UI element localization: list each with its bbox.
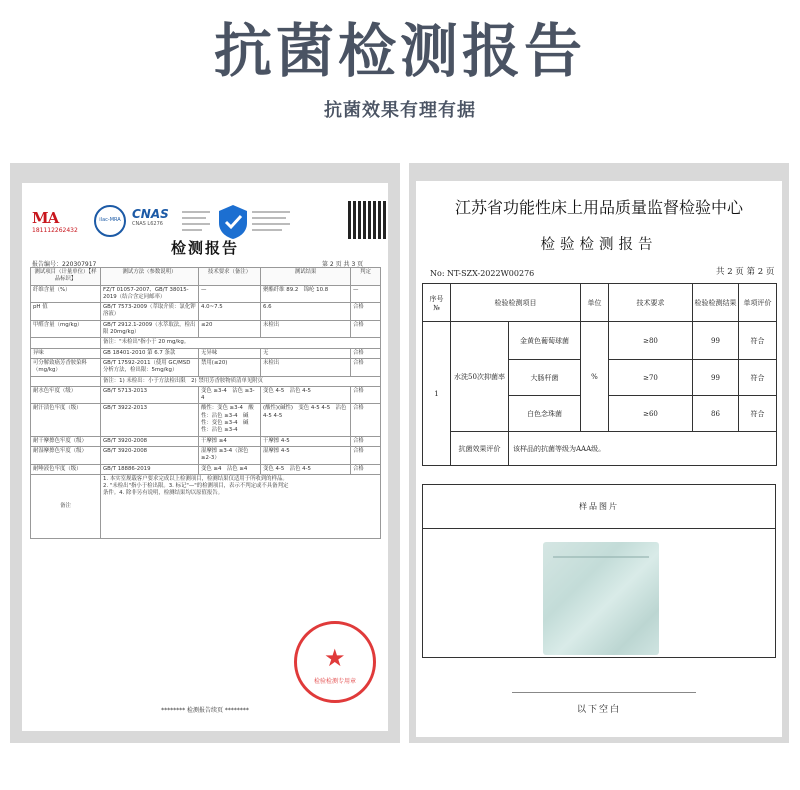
table-row	[31, 285, 381, 303]
towel-sample-photo	[543, 542, 659, 655]
requirement-header: 技术要求	[609, 284, 693, 322]
sample-image-label: 样品图片	[423, 485, 775, 529]
row-requirement: 变色 ≥3-4 沾色 ≥3-4	[199, 386, 261, 404]
page-title: 抗菌检测报告	[213, 17, 586, 85]
row-verdict: 合格	[351, 320, 381, 338]
left-table-header-row	[31, 268, 381, 286]
lab-address-small-print	[252, 207, 292, 237]
cnas-logo	[132, 207, 174, 237]
row-item: 耐汗渍色牢度（级）	[31, 404, 101, 436]
left-report-number: 报告编号：220307917	[32, 261, 97, 268]
column-header: 判定	[351, 268, 381, 286]
antibacterial-results-table	[422, 283, 777, 466]
testing-organization: 江苏省功能性床上用品质量监督检验中心	[454, 198, 743, 217]
left-report-paper	[22, 183, 388, 731]
left-report-footer: ******** 检测报告续页 ********	[161, 707, 249, 714]
row-requirement: 禁用(≤20)	[199, 358, 261, 376]
accreditation-small-print	[182, 207, 212, 237]
row-result: (酸性)(碱性) 变色 4-5 4-5 沾色 4-5 4-5	[261, 404, 351, 436]
row-verdict: 合格	[351, 404, 381, 436]
row-item: 耐水色牢度（级）	[31, 386, 101, 404]
row-requirement: 4.0~7.5	[199, 303, 261, 321]
row-result: 未检出	[261, 320, 351, 338]
row-requirement: 湿摩擦 ≥3-4（深色≥2-3）	[199, 446, 261, 464]
row-method: GB/T 3920-2008	[101, 436, 199, 446]
evaluation-text: 该样品的抗菌等级为AAA级。	[509, 432, 777, 466]
row-method: GB/T 18886-2019	[101, 464, 199, 474]
verdict-value: 符合	[739, 396, 777, 432]
row-item	[31, 338, 101, 348]
row-verdict: —	[351, 285, 381, 303]
row-item: 耐干摩擦色牢度（级）	[31, 436, 101, 446]
right-report-title: 检验检测报告	[540, 237, 658, 253]
verdict-value: 符合	[739, 360, 777, 396]
row-result: 变色 4-5 沾色 4-5	[261, 464, 351, 474]
table-row	[31, 446, 381, 464]
table-row	[31, 386, 381, 404]
towel-fold-line	[553, 556, 649, 558]
row-method: FZ/T 01057-2007、GB/T 38015-2019（结合含定同邮率）	[101, 285, 199, 303]
qr-code-icon	[348, 201, 386, 239]
table-row	[31, 303, 381, 321]
row-item: 甲醛含量（mg/kg）	[31, 320, 101, 338]
right-report-panel	[409, 163, 789, 743]
row-requirement: 无异味	[199, 348, 261, 358]
row-method: GB/T 3922-2013	[101, 404, 199, 436]
left-report-panel	[10, 163, 400, 743]
cnas-logo-text: CNAS	[132, 207, 169, 221]
seq-header-sub: №	[433, 303, 440, 312]
row-method: GB/T 5713-2013	[101, 386, 199, 404]
official-red-stamp	[294, 621, 376, 703]
column-header: 测试项目（计量单位）【样品标识】	[31, 268, 101, 286]
row-number: 1	[423, 322, 451, 466]
result-value: 99	[693, 322, 739, 360]
bacteria-name: 大肠杆菌	[509, 360, 581, 396]
result-header: 检验检测结果	[693, 284, 739, 322]
ilac-logo-text: ilac-MRA	[99, 217, 121, 223]
table-row	[31, 348, 381, 358]
ilac-mra-logo	[94, 205, 126, 237]
row-verdict: 合格	[351, 464, 381, 474]
row-item: 耐唾液色牢度（级）	[31, 464, 101, 474]
row-item: 可分解致癌芳香胺染料（mg/kg）	[31, 358, 101, 376]
left-report-title: 检测报告	[170, 239, 239, 257]
row-method: GB/T 2912.1-2009（水萃取法，检出限 20mg/kg）	[101, 320, 199, 338]
unit-header: 单位	[581, 284, 609, 322]
row-result: 无	[261, 348, 351, 358]
row-requirement: 干摩擦 ≥4	[199, 436, 261, 446]
right-report-page: 共 2 页 第 2 页	[716, 267, 775, 277]
right-table-header-row	[423, 284, 777, 322]
row-result: 6.6	[261, 303, 351, 321]
evaluation-label: 抗菌效果评价	[451, 432, 509, 466]
row-verdict: 合格	[351, 348, 381, 358]
cma-logo-text: MA	[32, 209, 59, 227]
notes-row	[31, 474, 381, 538]
cma-logo	[32, 209, 84, 239]
row-method: GB/T 3920-2008	[101, 446, 199, 464]
row-result: 聚酯纤维 89.2 锦纶 10.8	[261, 285, 351, 303]
page-subtitle: 抗菌效果有理有据	[324, 100, 476, 121]
notes-label: 备注	[31, 474, 101, 538]
verdict-value: 符合	[739, 322, 777, 360]
row-note: 备注：1) 未检出：小于方法检出限 2) 禁用芳香胺物质清单见附页	[101, 376, 381, 386]
evaluation-row	[423, 432, 777, 466]
table-row	[31, 358, 381, 376]
row-requirement: ≤20	[199, 320, 261, 338]
table-note-row	[31, 376, 381, 386]
verdict-header: 单项评价	[739, 284, 777, 322]
row-item: 异味	[31, 348, 101, 358]
right-report-paper	[416, 181, 782, 737]
left-results-table	[30, 267, 381, 539]
row-result: 未检出	[261, 358, 351, 376]
result-value: 86	[693, 396, 739, 432]
row-method: GB 18401-2010 第 6.7 条款	[101, 348, 199, 358]
requirement-value: ≥60	[609, 396, 693, 432]
blank-below-note: 以下空白	[576, 705, 621, 715]
sample-image-section	[422, 484, 776, 658]
table-note-row	[31, 338, 381, 348]
seq-header-label: 序号	[429, 294, 444, 303]
row-result: 干摩擦 4-5	[261, 436, 351, 446]
stamp-text: 检验检测专用章	[313, 678, 356, 685]
row-requirement: 变色 ≥4 沾色 ≥4	[199, 464, 261, 474]
row-verdict: 合格	[351, 303, 381, 321]
table-row	[31, 320, 381, 338]
row-requirement: 酸性：变色 ≥3-4 酸性：沾色 ≥3-4 碱性：变色 ≥3-4 碱性：沾色 ≥3-4	[199, 404, 261, 436]
row-item: 纤维含量（%）	[31, 285, 101, 303]
row-method: GB/T 17592-2011（使用 GC/MSD 分析方法，检出限：5mg/kg）	[101, 358, 199, 376]
blank-divider	[512, 692, 696, 693]
result-value: 99	[693, 360, 739, 396]
table-row	[31, 464, 381, 474]
row-requirement: —	[199, 285, 261, 303]
table-row	[423, 322, 777, 360]
table-row	[31, 404, 381, 436]
row-note: 备注："未检出"指小于 20 mg/kg。	[101, 338, 381, 348]
left-report-page: 第 2 页 共 3 页	[322, 261, 364, 268]
item-header: 检验检测项目	[451, 284, 581, 322]
bacteria-name: 白色念珠菌	[509, 396, 581, 432]
row-result: 湿摩擦 4-5	[261, 446, 351, 464]
right-report-number: No: NT-SZX-2022W00276	[430, 269, 535, 278]
table-row	[31, 436, 381, 446]
test-item: 水洗50次抑菌率	[451, 322, 509, 432]
row-result: 变色 4-5 沾色 4-5	[261, 386, 351, 404]
row-item: pH 值	[31, 303, 101, 321]
row-verdict: 合格	[351, 436, 381, 446]
column-header: 测试方法（参数说明）	[101, 268, 199, 286]
requirement-value: ≥80	[609, 322, 693, 360]
row-item: 耐湿摩擦色牢度（级）	[31, 446, 101, 464]
stamp-star-icon: ★	[324, 644, 346, 672]
row-verdict: 合格	[351, 446, 381, 464]
column-header: 测试结果	[261, 268, 351, 286]
row-verdict: 合格	[351, 386, 381, 404]
bacteria-name: 金黄色葡萄球菌	[509, 322, 581, 360]
unit-value: %	[581, 322, 609, 432]
row-method: GB/T 7573-2009（萃取介质：氯化钾溶液）	[101, 303, 199, 321]
cnas-number: CNAS L6276	[132, 221, 163, 227]
requirement-value: ≥70	[609, 360, 693, 396]
notes-text: 1. 本实室规载客户要求完成以上检测项目，检测结果仅适用于所收到的样品。2. "未检出"指小于检出限。3. 标记"—"的检测项目，表示不判定或不具备判定条件。4. 除非另有说明，检测结果均以原值报告。	[101, 474, 381, 538]
row-item	[31, 376, 101, 386]
verified-shield-icon	[216, 203, 250, 241]
seq-header	[423, 284, 451, 322]
row-verdict: 合格	[351, 358, 381, 376]
cma-number: 181112262432	[32, 227, 78, 234]
column-header: 技术要求（备注）	[199, 268, 261, 286]
